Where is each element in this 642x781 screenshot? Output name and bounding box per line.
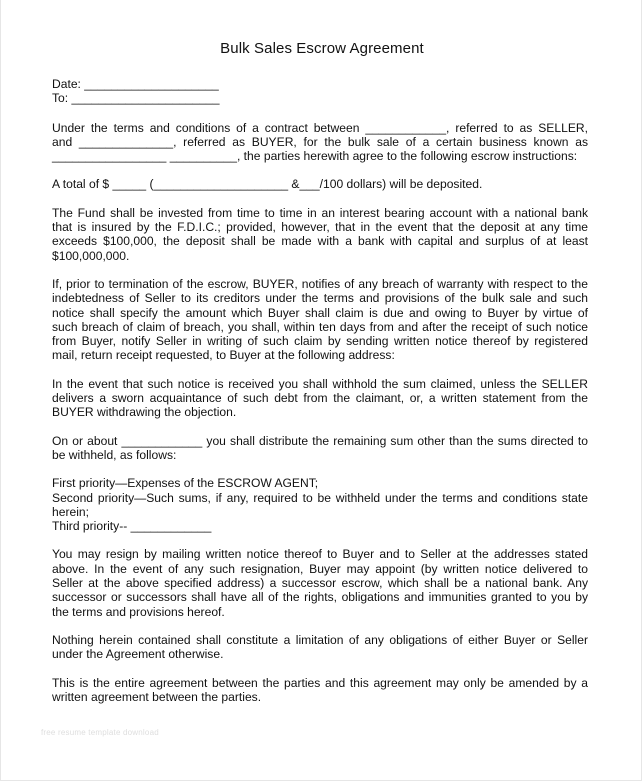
text-line: above. In the event of any such resignation, Buyer may appoint (by written notice delivered to xyxy=(52,561,588,576)
text-line: Third priority-- ____________ xyxy=(52,519,212,534)
paragraph-breach-notice xyxy=(52,277,588,363)
paragraph-fund-investment xyxy=(52,206,588,263)
text-line: A total of $ _____ (____________________ &___/100 dollars) will be deposited. xyxy=(52,177,483,192)
text-line: Seller at the above specified address) a successor escrow, which shall be a national bank. Any xyxy=(52,576,588,591)
text-line: $100,000,000. xyxy=(52,248,130,263)
text-line: written agreement between the parties. xyxy=(52,689,262,704)
text-line: Under the terms and conditions of a contract between ____________, referred to as SELLER, xyxy=(52,120,588,135)
paragraph-priorities xyxy=(52,476,588,533)
text-line: that is insured by the F.D.I.C.; provided, however, that in the event that the deposit at any time xyxy=(52,220,588,235)
text-line: the terms and provisions hereof. xyxy=(52,604,225,619)
text-line: BUYER withdrawing the objection. xyxy=(52,405,237,420)
paragraph-resignation xyxy=(52,547,588,618)
paragraph-entire-agreement xyxy=(52,676,588,705)
text-line: If, prior to termination of the escrow, BUYER, notifies of any breach of warranty with respect to the xyxy=(52,276,588,291)
text-line: _________________ __________, the parties herewith agree to the following escrow instructions: xyxy=(52,149,578,164)
text-line: be withheld, as follows: xyxy=(52,447,177,462)
text-line: In the event that such notice is received you shall withhold the sum claimed, unless the SELLER xyxy=(52,376,588,391)
text-line: This is the entire agreement between the parties and this agreement may only be amended by a xyxy=(52,675,588,690)
watermark-text: free resume template download xyxy=(41,728,159,737)
to-field: To: ______________________ xyxy=(52,91,220,106)
text-line: under the Agreement otherwise. xyxy=(52,647,224,662)
text-line: indebtedness of Seller to its creditors under the terms and provisions of the bulk sale and such xyxy=(52,291,588,306)
text-line: such breach of claim of breach, you shall, within ten days from and after the receipt of such notice xyxy=(52,319,588,334)
text-line: herein; xyxy=(52,504,89,519)
paragraph-deposit-total xyxy=(52,177,588,191)
paragraph-distribution-date xyxy=(52,434,588,463)
text-line: successor or successors shall have all of the rights, obligations and immunities granted to you by xyxy=(52,590,588,605)
paragraph-limitation xyxy=(52,633,588,662)
paragraph-contract-parties xyxy=(52,121,588,164)
document-body xyxy=(52,77,588,704)
text-line: First priority—Expenses of the ESCROW AGENT; xyxy=(52,476,319,491)
text-line: Second priority—Such sums, if any, required to be withheld under the terms and conditions state xyxy=(52,490,588,505)
text-line: Nothing herein contained shall constitute a limitation of any obligations of either Buyer or Seller xyxy=(52,632,588,647)
text-line: mail, return receipt requested, to Buyer at the following address: xyxy=(52,348,395,363)
document-title: Bulk Sales Escrow Agreement xyxy=(220,40,424,57)
text-line: You may resign by mailing written notice thereof to Buyer and to Seller at the addresses stated xyxy=(52,547,588,562)
paragraph-withhold-sum xyxy=(52,377,588,420)
text-line: from Buyer, notify Seller in writing of such claim by sending written notice thereof by registered xyxy=(52,334,588,349)
text-line: exceeds $100,000, the deposit shall be made with a bank with capital and surplus of at least xyxy=(52,234,588,249)
text-line: and ______________, referred as BUYER, for the bulk sale of a certain business known as xyxy=(52,134,588,149)
text-line: On or about ____________ you shall distribute the remaining sum other than the sums directed to xyxy=(52,433,588,448)
date-field: Date: ____________________ xyxy=(52,77,219,91)
text-line: notice shall specify the amount which Buyer shall claim is due and owing to Buyer by virtue of xyxy=(52,305,588,320)
text-line: The Fund shall be invested from time to time in an interest bearing account with a national bank xyxy=(52,205,588,220)
text-line: delivers a sworn acquaintance of such debt from the claimant, or, a written statement from the xyxy=(52,391,588,406)
